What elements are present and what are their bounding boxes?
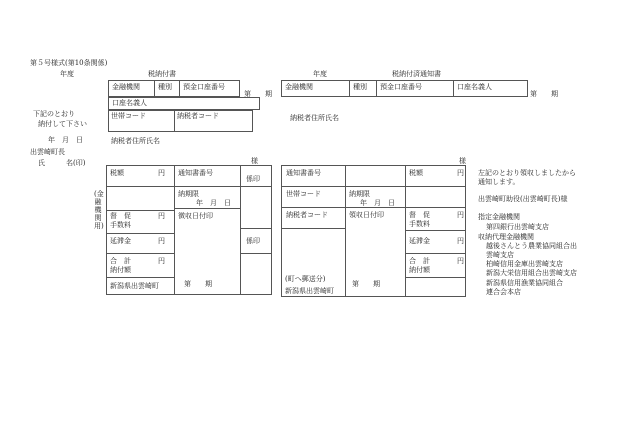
agent-bank-1: 越後さんとう農業協同組合出 (486, 242, 577, 250)
left-notice-number-label: 通知書番号 (178, 169, 213, 177)
agent-bank-5: 新潟県信用漁業協同組合 (486, 279, 563, 287)
designated-bank-label: 指定金融機関 (478, 213, 520, 221)
receipt-notice-line-2: 通知します。 (478, 178, 520, 186)
left-seal-1: 係印 (246, 175, 260, 183)
mayor-title: 出雲崎町長 (30, 148, 65, 156)
agent-bank-4: 新潟大栄信用組合出雲崎支店 (486, 269, 577, 277)
agent-bank-6: 連合会本店 (486, 288, 521, 296)
left-receipt-stamp-label: 徴収日付印 (178, 212, 213, 220)
form-number: 第５号様式(第10条関係) (30, 59, 108, 67)
right-tax-amount-label: 税額 (409, 169, 423, 177)
right-due-date-value: 年 月 日 (360, 199, 395, 207)
right-taxpayer-name-label: 納税者住所氏名 (290, 114, 339, 122)
right-paid-amount-label: 納付額 (409, 266, 430, 274)
agent-bank-2: 雲崎支店 (486, 251, 514, 259)
deputy-mayor: 出雲崎町助役(出雲崎町長)様 (478, 195, 568, 203)
left-demand-label: 督 促 (110, 212, 131, 220)
left-demand-yen: 円 (158, 212, 165, 220)
left-title: 税納付書 (148, 70, 176, 78)
issue-date: 年 月 日 (48, 136, 83, 144)
right-send-label: (町へ郵送分) (285, 275, 326, 283)
right-period-bottom: 第 期 (352, 280, 380, 288)
right-fee-label: 手数料 (409, 220, 430, 228)
left-taxpayer-address-label: 納税者住所氏名 (111, 137, 160, 145)
left-fee-label: 手数料 (110, 221, 131, 229)
right-sama-label: 様 (459, 157, 466, 165)
left-household-code-label: 世帯コード (111, 112, 146, 120)
agent-bank-label: 収納代理金融機関 (478, 233, 534, 241)
right-total-yen: 円 (457, 257, 464, 265)
right-year-label: 年度 (313, 70, 327, 78)
right-tax-amount-yen: 円 (457, 169, 464, 177)
left-town-name: 新潟県出雲崎町 (110, 282, 159, 290)
designated-bank: 第四銀行出雲崎支店 (486, 223, 549, 231)
right-household-code-label: 世帯コード (286, 190, 321, 198)
receipt-notice-line-1: 左記のとおり領収しましたから (478, 169, 576, 177)
right-demand-yen: 円 (457, 211, 464, 219)
left-seal-2: 係印 (246, 237, 260, 245)
left-tax-amount-label: 税額 (110, 169, 124, 177)
right-taxpayer-code-label: 納税者コード (286, 211, 328, 219)
right-receipt-date-label: 領収日付印 (349, 211, 384, 219)
left-lower-table (106, 165, 272, 295)
left-account-holder-label: 口座名義人 (112, 99, 147, 107)
right-type-label: 種別 (353, 83, 367, 91)
left-paid-amount-label: 納付額 (110, 266, 131, 274)
right-total-label: 合 計 (409, 257, 430, 265)
left-tax-amount-yen: 円 (158, 169, 165, 177)
agent-bank-3: 柏崎信用金庫出雲崎支店 (486, 260, 563, 268)
left-year-label: 年度 (60, 70, 74, 78)
left-sama-label: 様 (251, 157, 258, 165)
left-late-fee-label: 延滞金 (110, 237, 131, 245)
left-late-fee-yen: 円 (158, 237, 165, 245)
left-period-label: 第 期 (244, 90, 272, 98)
vertical-bank-label: (金融機関用) (94, 190, 104, 230)
left-account-number-label: 預金口座番号 (183, 83, 225, 91)
right-bank-label: 金融機関 (285, 83, 313, 91)
left-total-label: 合 計 (110, 257, 131, 265)
instruction-line-1: 下記のとおり (33, 110, 75, 118)
left-type-label: 種別 (158, 83, 172, 91)
right-town-name: 新潟県出雲崎町 (285, 287, 334, 295)
instruction-line-2: 納付して下さい (38, 120, 87, 128)
right-notice-number-label: 通知書番号 (286, 169, 321, 177)
right-late-fee-label: 延滞金 (409, 237, 430, 245)
right-account-number-label: 預金口座番号 (380, 83, 422, 91)
left-due-date-label: 納期限 (178, 190, 199, 198)
right-late-fee-yen: 円 (457, 237, 464, 245)
mayor-name-seal: 氏 名(印) (38, 159, 86, 167)
left-due-date-value: 年 月 日 (196, 199, 231, 207)
right-demand-label: 督 促 (409, 211, 430, 219)
right-account-holder-label: 口座名義人 (457, 83, 492, 91)
left-total-yen: 円 (158, 257, 165, 265)
right-period-label: 第 期 (530, 90, 558, 98)
left-taxpayer-code-label: 納税者コード (177, 112, 219, 120)
left-bank-label: 金融機関 (112, 83, 140, 91)
right-due-date-label: 納期限 (349, 190, 370, 198)
left-period-bottom: 第 期 (184, 280, 212, 288)
right-title: 税納付済通知書 (392, 70, 441, 78)
